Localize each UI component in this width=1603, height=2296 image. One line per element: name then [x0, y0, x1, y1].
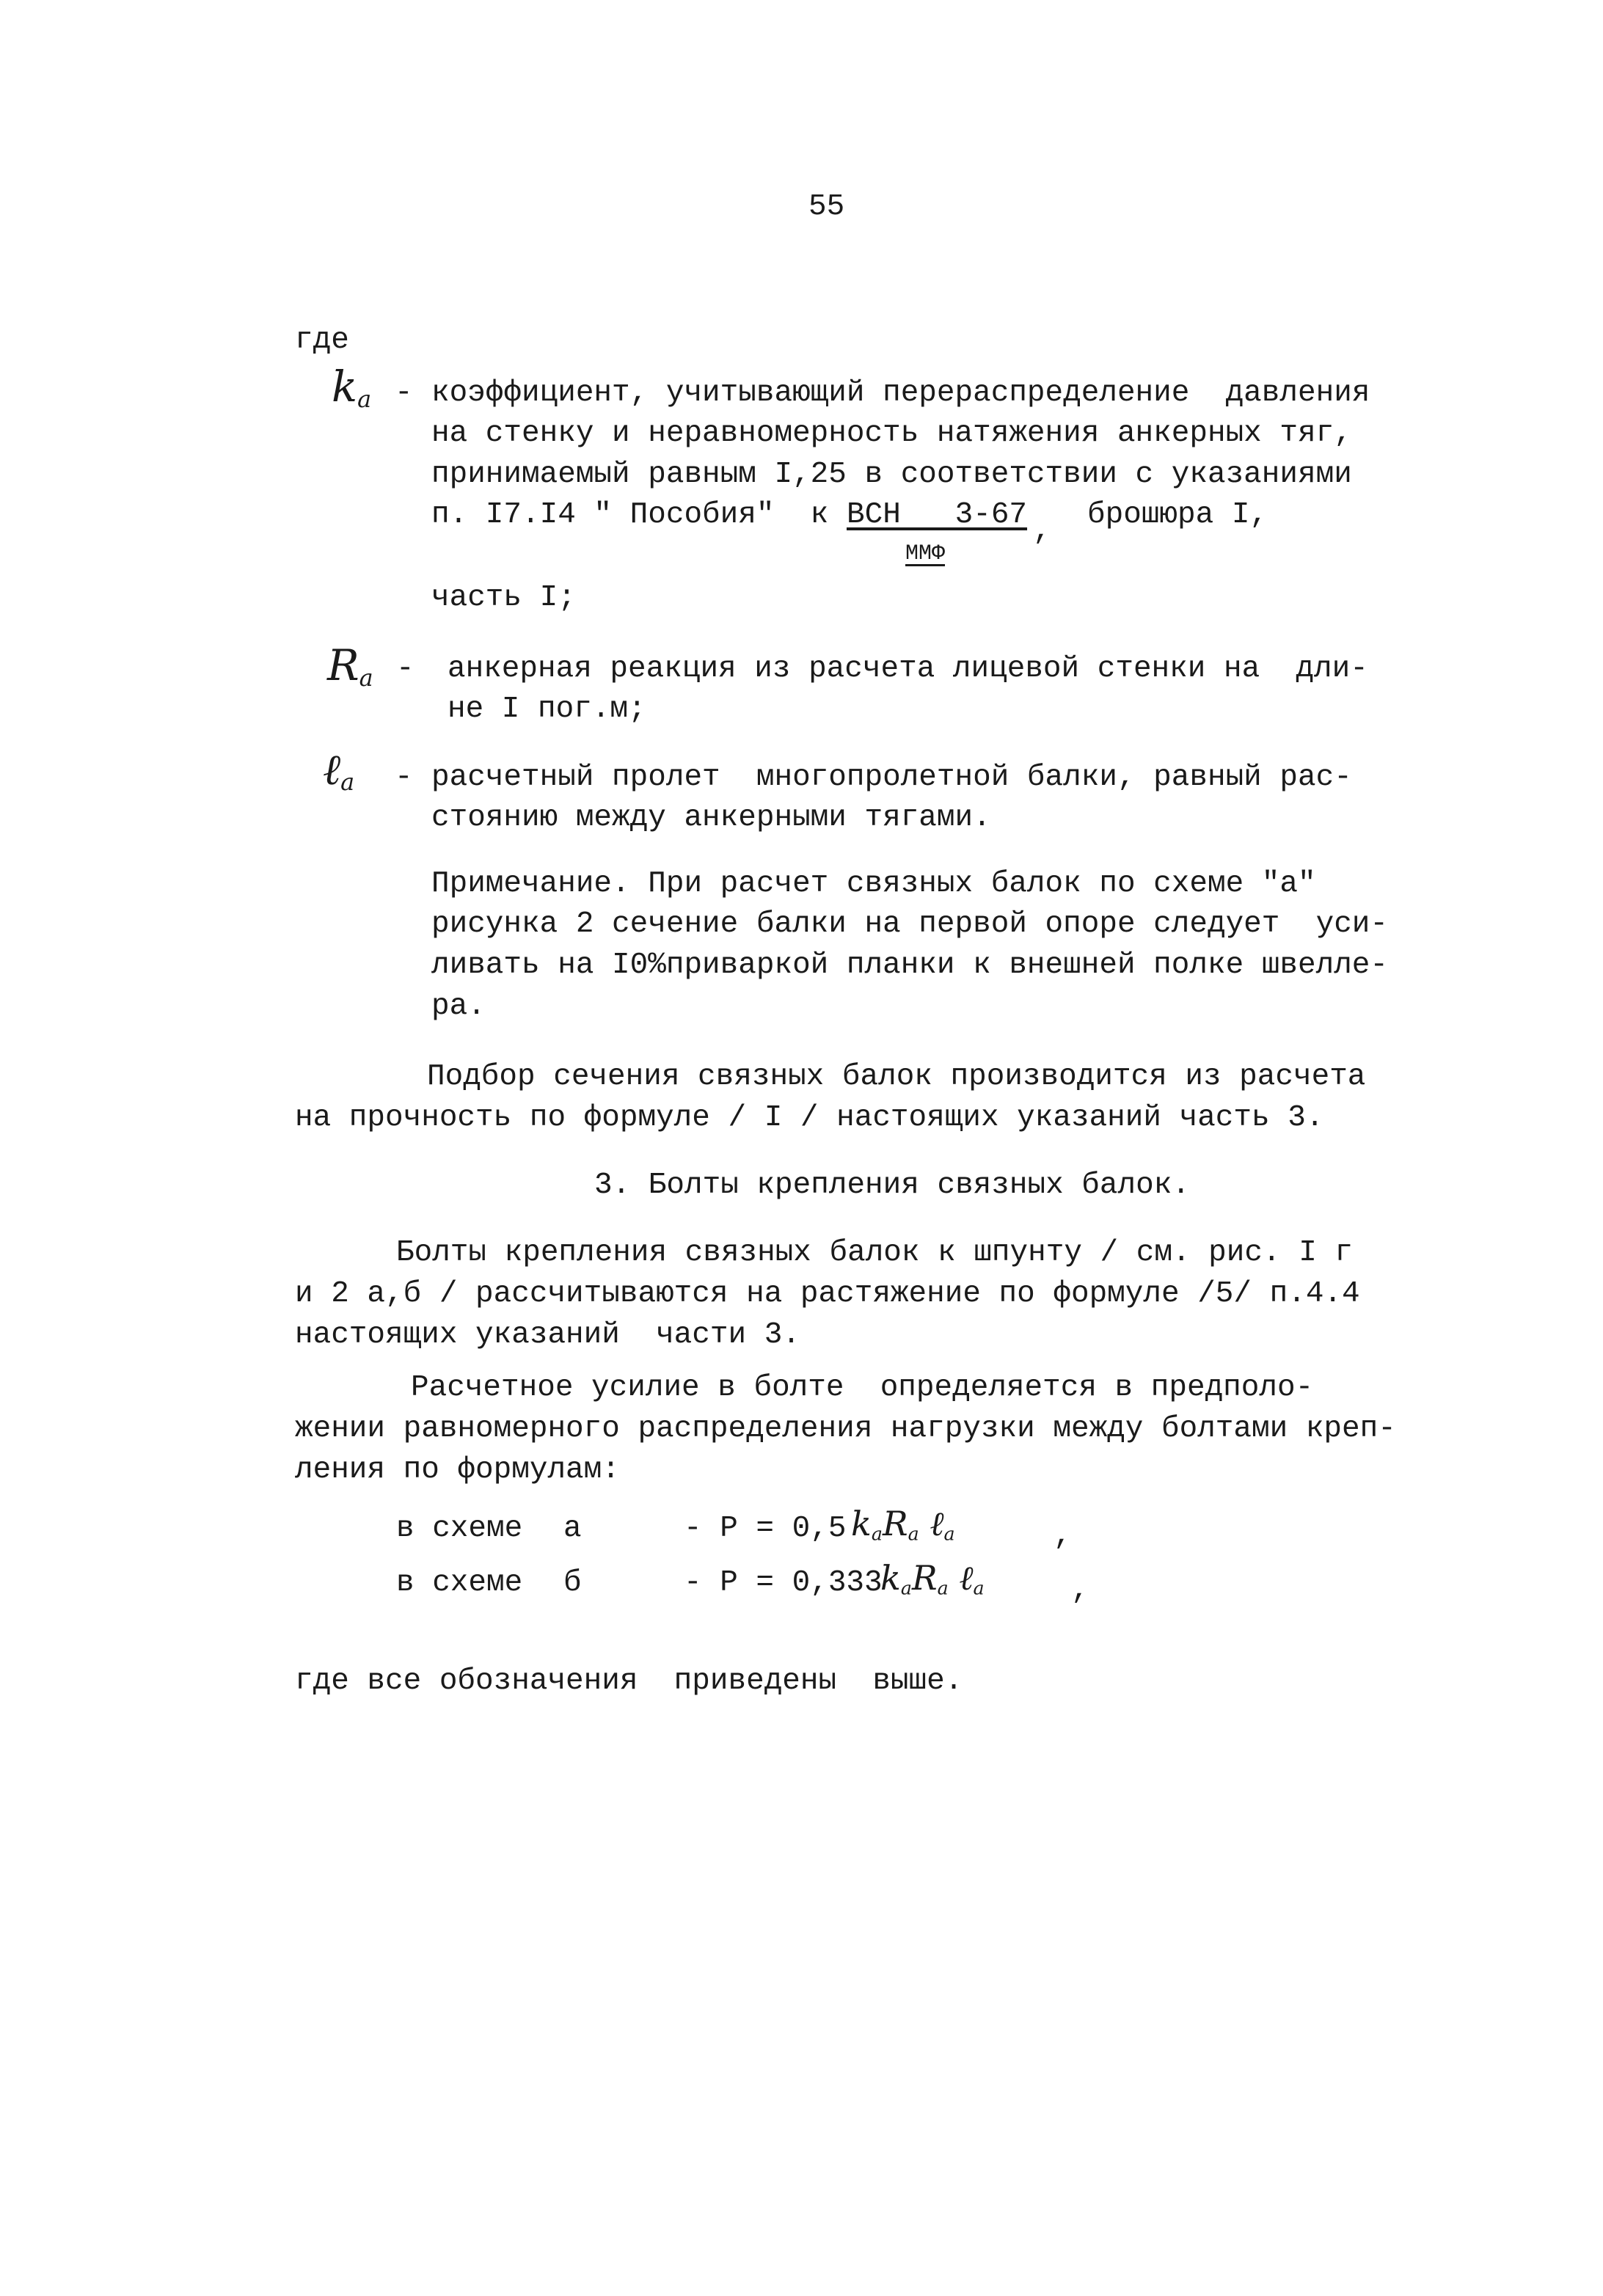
section-heading: 3. Болты крепления связных балок.	[594, 1169, 1190, 1202]
formula-scheme: а	[563, 1512, 582, 1546]
definition-line: коэффициент, учитывающий перераспределение давления	[431, 376, 1370, 410]
formula-lhs: - P = 0,333	[684, 1566, 883, 1600]
final-line: где все обозначения приведены выше.	[295, 1664, 963, 1698]
paragraph-line: на прочность по формуле / I / настоящих указаний часть 3.	[295, 1101, 1324, 1135]
paragraph-line: Болты крепления связных балок к шпунту / см. рис. I г	[396, 1236, 1354, 1270]
paragraph-line: ления по формулам:	[295, 1453, 620, 1487]
formula-comma: ,	[1054, 1519, 1072, 1553]
definition-line: стоянию между анкерными тягами.	[431, 801, 991, 835]
reference-denominator: ММФ	[905, 541, 946, 566]
definition-dash: -	[395, 761, 413, 794]
paragraph-line: Расчетное усилие в болте определяется в предполо-	[411, 1371, 1314, 1405]
paragraph-line: жении равномерного распределения нагрузки между болтами креп-	[295, 1412, 1396, 1446]
paragraph-line: настоящих указаний части 3.	[295, 1318, 800, 1352]
definition-dash: -	[395, 376, 413, 410]
formula-lhs: - P = 0,5	[684, 1512, 847, 1546]
definition-line: принимаемый равным I,25 в соответствии с указаниями	[431, 458, 1352, 491]
symbol-l-a: ℓ$_a$	[323, 745, 355, 796]
reference-numerator: ВСН 3-67	[847, 498, 1028, 532]
note-line: Примечание. При расчет связных балок по схеме "а"	[431, 867, 1316, 901]
formula-symbols: $k_aR_a$ ℓ$_a$	[851, 1504, 955, 1545]
symbol-k-a: $k_a$	[332, 362, 372, 413]
note-line: рисунка 2 сечение балки на первой опоре следует уси-	[431, 907, 1389, 941]
note-line: ливать на I0%приваркой планки к внешней полке швелле-	[431, 948, 1389, 982]
formula-label: в схеме	[396, 1566, 523, 1600]
formula-label: в схеме	[396, 1512, 523, 1546]
formula-symbols: $k_aR_a$ ℓ$_a$	[880, 1558, 985, 1599]
symbol-r-a: $R_a$	[327, 640, 373, 692]
definition-line: часть I;	[431, 581, 576, 615]
reference-comma: ,	[1033, 514, 1051, 548]
definition-dash: -	[396, 652, 415, 686]
reference-suffix: брошюра I,	[1087, 498, 1268, 532]
paragraph-line: и 2 а,б / рассчитываются на растяжение по формуле /5/ п.4.4	[295, 1277, 1360, 1311]
definition-line: расчетный пролет многопролетной балки, равный рас-	[431, 761, 1352, 794]
definition-reference: п. I7.I4 " Пособия" к	[431, 498, 829, 532]
paragraph-line: Подбор сечения связных балок производится из расчета	[427, 1060, 1366, 1094]
page-number: 55	[808, 190, 845, 224]
note-line: ра.	[431, 990, 486, 1023]
definition-line: на стенку и неравномерность натяжения анкерных тяг,	[431, 417, 1352, 450]
formula-comma: ,	[1071, 1573, 1089, 1607]
definition-line: не I пог.м;	[448, 692, 646, 726]
where-word: где	[295, 323, 349, 357]
definition-line: анкерная реакция из расчета лицевой стенки на дли-	[448, 652, 1368, 686]
formula-scheme: б	[563, 1566, 582, 1600]
